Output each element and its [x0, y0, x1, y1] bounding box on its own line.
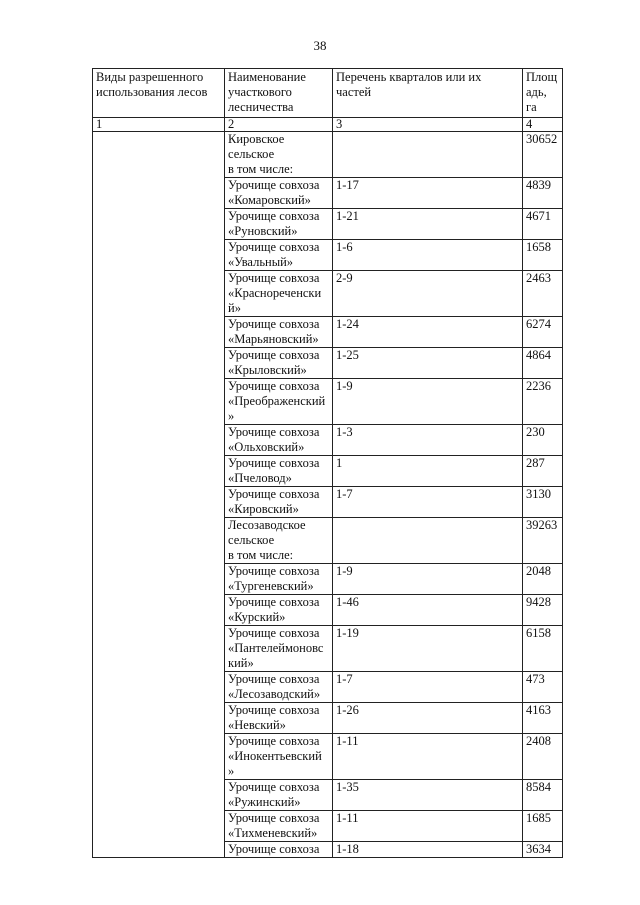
header-label: Наименование участкового лесничества [228, 70, 306, 114]
area-text: 3634 [526, 842, 551, 856]
forestry-name-cell [225, 132, 333, 178]
forestry-name-text: Урочище совхоза «Курский» [228, 595, 320, 624]
forestry-name-cell [225, 456, 333, 487]
area-text: 2408 [526, 734, 551, 748]
quarters-text: 1-9 [336, 564, 353, 578]
header-cell-area [523, 69, 563, 118]
header-cell-forestry-name [225, 69, 333, 118]
quarters-cell [333, 780, 523, 811]
area-text: 6274 [526, 317, 551, 331]
area-cell [523, 811, 563, 842]
quarters-text: 2-9 [336, 271, 353, 285]
column-number-row [93, 118, 563, 132]
area-text: 9428 [526, 595, 551, 609]
quarters-cell [333, 379, 523, 425]
forestry-name-cell [225, 780, 333, 811]
quarters-text: 1-21 [336, 209, 359, 223]
column-number-cell: 2 [225, 118, 333, 132]
forestry-name-cell [225, 425, 333, 456]
area-cell [523, 734, 563, 780]
forestry-name-text: Урочище совхоза «Пантелеймоновс кий» [228, 626, 324, 670]
quarters-text: 1-7 [336, 487, 353, 501]
quarters-text: 1-11 [336, 734, 359, 748]
area-text: 3130 [526, 487, 551, 501]
forestry-name-text: Урочище совхоза «Ольховский» [228, 425, 320, 454]
area-cell [523, 564, 563, 595]
forestry-name-text: Урочище совхоза «Инокентьевский » [228, 734, 322, 778]
page-number: 38 [313, 38, 327, 53]
quarters-cell [333, 456, 523, 487]
area-text: 4671 [526, 209, 551, 223]
quarters-cell [333, 425, 523, 456]
area-cell [523, 240, 563, 271]
quarters-cell [333, 626, 523, 672]
quarters-text: 1-11 [336, 811, 359, 825]
forestry-name-cell [225, 564, 333, 595]
forestry-name-cell [225, 703, 333, 734]
area-text: 30652 [526, 132, 558, 146]
quarters-cell [333, 317, 523, 348]
area-text: 6158 [526, 626, 551, 640]
area-text: 473 [526, 672, 545, 686]
table-row [93, 132, 563, 178]
area-cell [523, 178, 563, 209]
column-number-cell: 3 [333, 118, 523, 132]
forestry-name-text: Урочище совхоза «Крыловский» [228, 348, 320, 377]
forestry-name-text: Урочище совхоза «Тихменевский» [228, 811, 320, 840]
forestry-name-cell [225, 811, 333, 842]
forestry-name-text: Урочище совхоза «Краснореченски й» [228, 271, 322, 315]
quarters-cell [333, 595, 523, 626]
area-cell [523, 456, 563, 487]
area-cell [523, 348, 563, 379]
quarters-text: 1-35 [336, 780, 359, 794]
quarters-text: 1-6 [336, 240, 353, 254]
area-cell [523, 209, 563, 240]
quarters-text: 1-3 [336, 425, 353, 439]
column-number-cell: 1 [93, 118, 225, 132]
quarters-cell [333, 132, 523, 178]
quarters-text: 1-17 [336, 178, 359, 192]
area-cell [523, 271, 563, 317]
area-text: 287 [526, 456, 545, 470]
area-text: 8584 [526, 780, 551, 794]
header-cell-quarters [333, 69, 523, 118]
quarters-cell [333, 734, 523, 780]
permitted-use-cell [93, 132, 225, 858]
quarters-cell [333, 348, 523, 379]
quarters-cell [333, 564, 523, 595]
forestry-name-cell [225, 734, 333, 780]
forestry-name-text: Урочище совхоза «Марьяновский» [228, 317, 320, 346]
quarters-cell [333, 811, 523, 842]
quarters-text: 1-25 [336, 348, 359, 362]
forestry-name-text: Урочище совхоза «Кировский» [228, 487, 320, 516]
area-text: 39263 [526, 518, 558, 532]
forestry-name-text: Урочище совхоза «Невский» [228, 703, 320, 732]
area-cell [523, 595, 563, 626]
forestry-name-cell [225, 178, 333, 209]
forestry-name-cell [225, 518, 333, 564]
area-text: 2463 [526, 271, 551, 285]
quarters-text: 1-18 [336, 842, 359, 856]
area-cell [523, 379, 563, 425]
quarters-text: 1-46 [336, 595, 359, 609]
forestry-name-cell [225, 271, 333, 317]
area-cell [523, 842, 563, 858]
forestry-name-cell [225, 240, 333, 271]
forestry-name-text: Урочище совхоза «Пчеловод» [228, 456, 320, 485]
quarters-cell [333, 209, 523, 240]
quarters-text: 1-26 [336, 703, 359, 717]
forest-use-table [92, 68, 563, 858]
header-label: Площадь, га [526, 70, 558, 114]
forestry-name-cell [225, 487, 333, 518]
table-body [93, 69, 563, 858]
forestry-name-text: Урочище совхоза «Ружинский» [228, 780, 320, 809]
header-label: Виды разрешенного использования лесов [96, 70, 208, 99]
header-label: Перечень кварталов или их частей [336, 70, 482, 99]
quarters-text: 1-7 [336, 672, 353, 686]
forestry-name-cell [225, 209, 333, 240]
quarters-text: 1-19 [336, 626, 359, 640]
forestry-name-text: Кировское сельское в том числе: [228, 132, 294, 176]
quarters-cell [333, 518, 523, 564]
area-text: 4839 [526, 178, 551, 192]
forestry-name-text: Урочище совхоза [228, 842, 320, 856]
quarters-cell [333, 672, 523, 703]
forestry-name-text: Лесозаводское сельское в том числе: [228, 518, 306, 562]
area-cell [523, 518, 563, 564]
quarters-cell [333, 842, 523, 858]
column-number-cell: 4 [523, 118, 563, 132]
forestry-name-text: Урочище совхоза «Комаровский» [228, 178, 320, 207]
forestry-name-text: Урочище совхоза «Преображенский » [228, 379, 326, 423]
forestry-name-cell [225, 842, 333, 858]
quarters-cell [333, 487, 523, 518]
quarters-cell [333, 178, 523, 209]
area-cell [523, 317, 563, 348]
area-cell [523, 672, 563, 703]
forestry-name-text: Урочище совхоза «Увальный» [228, 240, 320, 269]
area-text: 4864 [526, 348, 551, 362]
area-text: 1685 [526, 811, 551, 825]
area-cell [523, 703, 563, 734]
area-text: 1658 [526, 240, 551, 254]
quarters-text: 1-24 [336, 317, 359, 331]
quarters-text: 1 [336, 456, 343, 470]
quarters-cell [333, 271, 523, 317]
forestry-name-cell [225, 317, 333, 348]
forestry-name-cell [225, 595, 333, 626]
area-text: 2048 [526, 564, 551, 578]
area-text: 4163 [526, 703, 551, 717]
area-cell [523, 425, 563, 456]
header-row [93, 69, 563, 118]
area-cell [523, 780, 563, 811]
header-cell-permitted-uses [93, 69, 225, 118]
forestry-name-cell [225, 379, 333, 425]
area-text: 2236 [526, 379, 551, 393]
quarters-text: 1-9 [336, 379, 353, 393]
forestry-name-text: Урочище совхоза «Тургеневский» [228, 564, 320, 593]
forestry-name-cell [225, 672, 333, 703]
quarters-cell [333, 240, 523, 271]
area-cell [523, 626, 563, 672]
forestry-name-cell [225, 348, 333, 379]
forestry-name-text: Урочище совхоза «Руновский» [228, 209, 320, 238]
area-text: 230 [526, 425, 545, 439]
quarters-cell [333, 703, 523, 734]
forestry-name-cell [225, 626, 333, 672]
area-cell [523, 132, 563, 178]
area-cell [523, 487, 563, 518]
forestry-name-text: Урочище совхоза «Лесозаводский» [228, 672, 321, 701]
